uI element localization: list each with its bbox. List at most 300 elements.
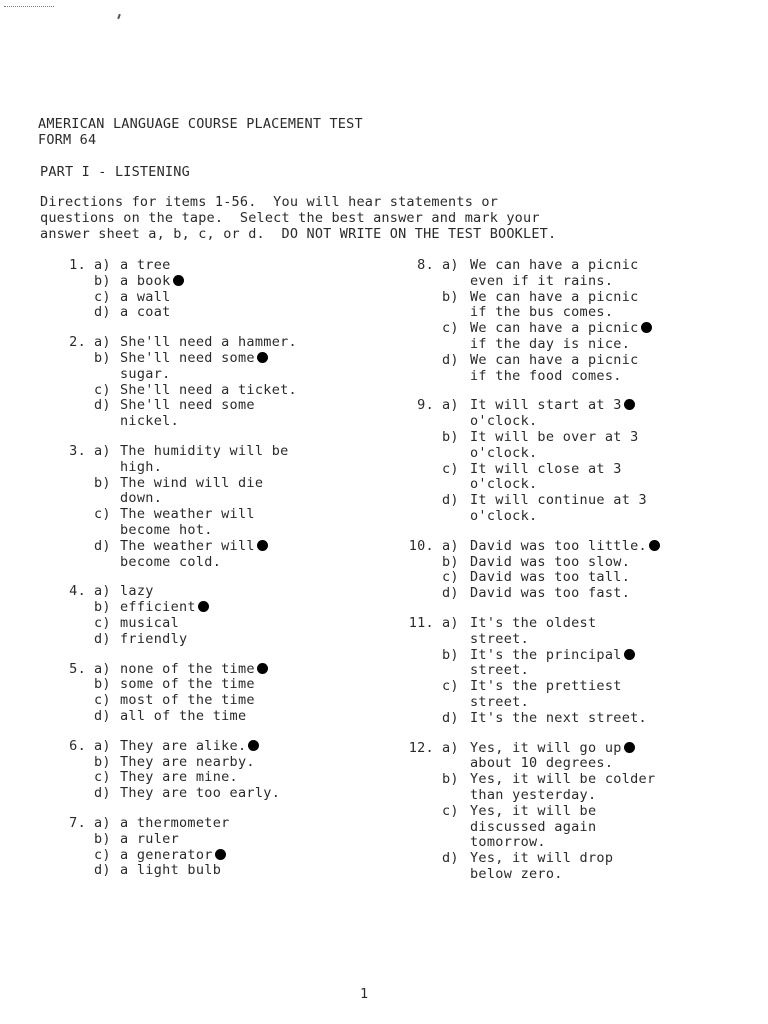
answer-option-continuation	[398, 446, 698, 462]
questions-right-column	[398, 258, 698, 883]
option-letter	[442, 337, 470, 353]
question-number: 1.	[69, 257, 86, 273]
question-number	[54, 274, 86, 290]
answer-mark-dot	[257, 540, 268, 551]
question-number: 2.	[69, 334, 86, 351]
answer-option	[54, 709, 374, 725]
answer-option-continuation	[398, 337, 698, 353]
spacer	[434, 509, 442, 525]
option-text: They are alike.	[120, 739, 259, 755]
spacer	[434, 555, 442, 571]
question-number: 5.	[69, 660, 86, 677]
answer-option	[398, 493, 698, 509]
question-number	[54, 476, 86, 492]
question-number	[398, 804, 434, 820]
option-letter: b)	[442, 646, 459, 663]
question-number	[398, 430, 434, 446]
answer-mark-dot	[257, 352, 268, 363]
spacer	[434, 321, 442, 337]
answer-option-continuation	[54, 414, 374, 430]
question-number	[398, 509, 434, 525]
option-letter: c)	[94, 692, 111, 709]
spacer	[86, 305, 94, 321]
option-text: street.	[470, 662, 529, 679]
option-letter: a)	[94, 814, 111, 831]
option-letter: b)	[94, 830, 111, 847]
option-text: a thermometer	[120, 814, 230, 831]
question-number	[398, 477, 434, 493]
spacer	[434, 353, 442, 369]
option-text: It's the next street.	[470, 709, 647, 726]
option-text: a tree	[120, 257, 171, 273]
spacer	[434, 477, 442, 493]
option-letter: a)	[94, 660, 111, 677]
answer-option	[54, 848, 374, 864]
answer-option	[398, 353, 698, 369]
option-text: discussed again	[470, 818, 597, 835]
answer-option	[54, 770, 374, 786]
option-letter: d)	[442, 492, 459, 509]
spacer	[434, 290, 442, 306]
question-number	[398, 586, 434, 602]
option-letter: a)	[94, 442, 111, 459]
spacer	[86, 693, 94, 709]
answer-option-continuation	[54, 523, 374, 539]
spacer	[86, 491, 94, 507]
option-text: street.	[470, 630, 529, 647]
option-letter: a)	[442, 537, 459, 554]
option-text: o'clock.	[470, 507, 538, 524]
question-number	[398, 570, 434, 586]
question-number: 6.	[69, 737, 86, 754]
option-text: street.	[470, 693, 529, 710]
option-text: It will be over at 3	[470, 428, 639, 445]
option-letter	[442, 835, 470, 851]
spacer	[86, 460, 94, 476]
option-letter	[442, 477, 470, 493]
option-letter: d)	[442, 850, 459, 867]
option-text: a generator	[120, 848, 226, 864]
answer-option-continuation	[398, 477, 698, 493]
option-text: She'll need some	[120, 397, 255, 414]
question-item	[54, 662, 374, 725]
answer-mark-dot	[215, 849, 226, 860]
questions-left-column	[54, 258, 374, 879]
answer-option	[398, 570, 698, 586]
option-text: It's the oldest	[470, 614, 597, 631]
option-letter: b)	[442, 771, 459, 788]
answer-option	[398, 804, 698, 820]
question-item	[398, 398, 698, 524]
option-letter: d)	[94, 785, 111, 802]
answer-option-continuation	[398, 509, 698, 525]
answer-option	[398, 772, 698, 788]
answer-option	[54, 786, 374, 802]
option-text: The humidity will be	[120, 442, 289, 459]
option-letter	[442, 509, 470, 525]
answer-option	[398, 430, 698, 446]
question-number	[398, 756, 434, 772]
spacer	[434, 756, 442, 772]
question-item	[398, 741, 698, 883]
option-letter: d)	[442, 351, 459, 368]
spacer	[86, 863, 94, 879]
option-letter	[442, 369, 470, 385]
spacer	[86, 677, 94, 693]
answer-option	[398, 711, 698, 727]
question-number	[54, 523, 86, 539]
answer-option-continuation	[398, 414, 698, 430]
question-number	[398, 555, 434, 571]
answer-option	[398, 586, 698, 602]
spacer	[434, 804, 442, 820]
answer-option	[398, 555, 698, 571]
spacer	[434, 741, 442, 757]
spacer	[86, 414, 94, 430]
question-item	[54, 444, 374, 570]
spacer	[86, 616, 94, 632]
answer-mark-dot	[624, 742, 635, 753]
option-letter	[442, 305, 470, 321]
question-number	[54, 832, 86, 848]
question-number	[398, 867, 434, 883]
option-text: if the day is nice.	[470, 335, 631, 352]
option-text: The weather will	[120, 506, 255, 523]
question-number	[54, 600, 86, 616]
option-text: She'll need a hammer.	[120, 334, 297, 351]
answer-option-continuation	[54, 460, 374, 476]
question-number	[398, 462, 434, 478]
question-number	[54, 305, 86, 321]
directions-line: questions on the tape. Select the best answer and mark your	[40, 210, 540, 226]
spacer	[434, 616, 442, 632]
answer-option	[54, 444, 374, 460]
option-letter	[94, 460, 120, 476]
spacer	[434, 663, 442, 679]
question-item	[54, 335, 374, 430]
answer-mark-dot	[649, 540, 660, 551]
option-letter	[94, 523, 120, 539]
answer-mark-dot	[641, 322, 652, 333]
scan-artifact	[4, 6, 54, 9]
spacer	[434, 337, 442, 353]
answer-option	[54, 863, 374, 879]
question-number	[398, 369, 434, 385]
option-letter	[442, 867, 470, 883]
question-number	[54, 539, 86, 555]
answer-option-continuation	[398, 788, 698, 804]
spacer	[434, 274, 442, 290]
question-number	[398, 695, 434, 711]
option-letter: c)	[94, 769, 111, 786]
spacer	[434, 695, 442, 711]
spacer	[86, 507, 94, 523]
option-letter: d)	[94, 862, 111, 879]
option-text: than yesterday.	[470, 786, 597, 803]
option-letter	[442, 663, 470, 679]
answer-option-continuation	[398, 274, 698, 290]
option-text: high.	[120, 458, 163, 475]
question-number	[398, 321, 434, 337]
question-number	[54, 398, 86, 414]
option-letter: c)	[94, 506, 111, 523]
option-letter: b)	[442, 428, 459, 445]
answer-option	[54, 600, 374, 616]
section-title: PART I - LISTENING	[40, 164, 190, 180]
answer-option	[54, 507, 374, 523]
spacer	[434, 570, 442, 586]
question-item	[54, 816, 374, 879]
option-text: It will start at 3	[470, 398, 635, 414]
option-text: The weather will	[120, 539, 268, 555]
option-letter	[442, 414, 470, 430]
option-letter: c)	[94, 381, 111, 398]
question-number: 10.	[408, 537, 434, 554]
directions-line: Directions for items 1-56. You will hear statements or	[40, 194, 499, 210]
spacer	[86, 335, 94, 351]
spacer	[86, 584, 94, 600]
option-text: Yes, it will go up	[470, 741, 635, 757]
question-number	[54, 491, 86, 507]
option-letter: c)	[94, 614, 111, 631]
question-number	[54, 460, 86, 476]
spacer	[86, 709, 94, 725]
question-number	[54, 616, 86, 632]
option-text: efficient	[120, 600, 209, 616]
option-text: sugar.	[120, 365, 171, 382]
spacer	[434, 462, 442, 478]
question-number	[398, 711, 434, 727]
option-text: even if it rains.	[470, 272, 614, 289]
answer-option-continuation	[398, 695, 698, 711]
spacer	[434, 305, 442, 321]
option-letter: a)	[442, 739, 459, 756]
question-number	[398, 290, 434, 306]
option-letter: c)	[442, 802, 459, 819]
spacer	[86, 398, 94, 414]
answer-option	[54, 398, 374, 414]
question-number	[54, 786, 86, 802]
question-number	[54, 555, 86, 571]
option-text: David was too tall.	[470, 569, 631, 586]
option-text: It will close at 3	[470, 460, 622, 477]
spacer	[434, 835, 442, 851]
option-letter: a)	[442, 397, 459, 414]
option-letter: d)	[94, 707, 111, 724]
option-letter	[94, 414, 120, 430]
answer-option	[54, 305, 374, 321]
spacer	[86, 848, 94, 864]
answer-mark-dot	[624, 399, 635, 410]
option-letter: c)	[94, 846, 111, 863]
answer-option	[398, 851, 698, 867]
option-text: Yes, it will be colder	[470, 771, 656, 788]
spacer	[434, 851, 442, 867]
option-text: musical	[120, 614, 179, 631]
option-text: if the food comes.	[470, 367, 622, 384]
option-letter: b)	[94, 349, 111, 366]
question-number	[54, 507, 86, 523]
spacer	[86, 476, 94, 492]
option-text: Yes, it will be	[470, 802, 597, 819]
spacer	[434, 586, 442, 602]
option-text: We can have a picnic	[470, 321, 652, 337]
option-letter: a)	[442, 614, 459, 631]
option-text: friendly	[120, 630, 188, 647]
answer-option	[398, 321, 698, 337]
option-text: if the bus comes.	[470, 304, 614, 321]
option-text: We can have a picnic	[470, 257, 639, 273]
option-letter: d)	[94, 397, 111, 414]
spacer	[434, 820, 442, 836]
option-letter: d)	[442, 585, 459, 602]
question-item	[398, 258, 698, 384]
option-letter: a)	[94, 583, 111, 600]
option-text: o'clock.	[470, 444, 538, 461]
answer-option	[398, 398, 698, 414]
option-text: We can have a picnic	[470, 351, 639, 368]
option-letter: d)	[94, 537, 111, 554]
spacer	[86, 770, 94, 786]
option-letter: a)	[94, 334, 111, 351]
test-header	[38, 116, 363, 148]
option-text: She'll need some	[120, 351, 268, 367]
option-text: David was too slow.	[470, 553, 631, 570]
option-letter	[442, 756, 470, 772]
option-letter: b)	[94, 676, 111, 693]
question-number	[54, 414, 86, 430]
option-letter: c)	[442, 460, 459, 477]
option-text: They are nearby.	[120, 753, 255, 770]
question-number	[398, 632, 434, 648]
question-number: 8.	[417, 257, 434, 273]
question-item	[398, 616, 698, 727]
option-text: lazy	[120, 583, 154, 600]
spacer	[86, 539, 94, 555]
answer-option	[398, 741, 698, 757]
answer-option	[398, 462, 698, 478]
option-letter	[94, 555, 120, 571]
answer-option	[54, 335, 374, 351]
option-letter: b)	[94, 474, 111, 491]
spacer	[86, 258, 94, 274]
spacer	[86, 786, 94, 802]
option-letter: c)	[442, 569, 459, 586]
answer-option	[54, 476, 374, 492]
option-text: none of the time	[120, 662, 268, 678]
test-form: FORM 64	[38, 132, 97, 148]
option-letter: b)	[94, 753, 111, 770]
answer-option-continuation	[398, 632, 698, 648]
spacer	[86, 632, 94, 648]
option-letter: d)	[94, 630, 111, 647]
option-text: a coat	[120, 304, 171, 321]
answer-option	[54, 739, 374, 755]
spacer	[86, 600, 94, 616]
answer-mark-dot	[257, 663, 268, 674]
question-number: 7.	[69, 814, 86, 831]
question-number	[398, 772, 434, 788]
spacer	[86, 274, 94, 290]
option-text: They are mine.	[120, 769, 238, 786]
spacer	[86, 662, 94, 678]
spacer	[86, 755, 94, 771]
option-text: She'll need a ticket.	[120, 381, 297, 398]
answer-option	[398, 679, 698, 695]
scan-artifact	[117, 14, 121, 19]
question-number	[54, 351, 86, 367]
option-text: tomorrow.	[470, 834, 546, 851]
option-letter: a)	[94, 737, 111, 754]
answer-option	[54, 584, 374, 600]
question-number	[54, 755, 86, 771]
question-number	[54, 290, 86, 306]
spacer	[86, 739, 94, 755]
spacer	[434, 414, 442, 430]
option-letter: b)	[442, 288, 459, 305]
answer-option	[54, 677, 374, 693]
answer-option	[54, 832, 374, 848]
option-text: It's the prettiest	[470, 678, 622, 695]
answer-option	[54, 383, 374, 399]
question-number	[398, 851, 434, 867]
option-letter: c)	[442, 320, 459, 337]
question-number	[54, 863, 86, 879]
question-number	[54, 848, 86, 864]
spacer	[434, 398, 442, 414]
option-text: It's the principal	[470, 648, 635, 664]
question-number	[54, 709, 86, 725]
question-number	[398, 305, 434, 321]
question-number	[54, 367, 86, 383]
spacer	[434, 788, 442, 804]
answer-option	[398, 616, 698, 632]
option-text: They are too early.	[120, 785, 281, 802]
spacer	[86, 290, 94, 306]
question-number	[54, 383, 86, 399]
answer-option	[54, 351, 374, 367]
option-text: down.	[120, 490, 163, 507]
question-number	[398, 648, 434, 664]
spacer	[86, 351, 94, 367]
spacer	[434, 648, 442, 664]
answer-option	[398, 648, 698, 664]
option-text: some of the time	[120, 676, 255, 693]
answer-option-continuation	[54, 491, 374, 507]
question-number	[54, 693, 86, 709]
option-text: a wall	[120, 288, 171, 305]
answer-mark-dot	[173, 275, 184, 286]
answer-mark-dot	[198, 601, 209, 612]
option-text: We can have a picnic	[470, 288, 639, 305]
option-letter: c)	[94, 288, 111, 305]
answer-option	[54, 693, 374, 709]
answer-option-continuation	[398, 835, 698, 851]
answer-option	[398, 539, 698, 555]
spacer	[434, 446, 442, 462]
option-letter	[442, 446, 470, 462]
question-number	[398, 274, 434, 290]
option-letter: b)	[94, 272, 111, 289]
question-item	[54, 584, 374, 647]
option-text: all of the time	[120, 707, 247, 724]
question-number	[54, 770, 86, 786]
question-number: 12.	[408, 739, 434, 756]
option-text: nickel.	[120, 413, 179, 430]
question-number	[398, 679, 434, 695]
answer-option	[54, 290, 374, 306]
option-text: become hot.	[120, 521, 213, 538]
